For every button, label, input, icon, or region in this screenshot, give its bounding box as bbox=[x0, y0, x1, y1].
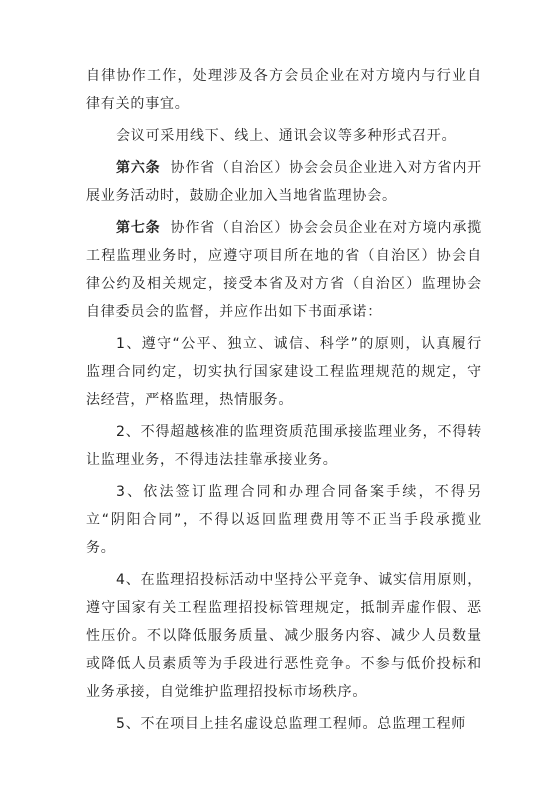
commitment-1 bbox=[86, 330, 482, 414]
document-body bbox=[86, 62, 482, 742]
commitment-4 bbox=[86, 566, 482, 706]
article-7-paragraph bbox=[86, 214, 482, 326]
paragraph-text: 自律协作工作，处理涉及各方会员企业在对方境内与行业自律有关的事宜。 bbox=[86, 68, 482, 112]
commitment-2 bbox=[86, 418, 482, 474]
paragraph-text: 协作省（自治区）协会会员企业在对方境内承揽工程监理业务时，应遵守项目所在地的省（自治区）协会自律公约及相关规定，接受本省及对方省（自治区）监理协会自律委员会的监督，并应作出如下书面承诺： bbox=[86, 220, 482, 320]
article-6-label: 第六条 bbox=[116, 160, 161, 176]
paragraph-text: 3、依法签订监理合同和办理合同备案手续，不得另立“阴阳合同”，不得以返回监理费用等不正当手段承揽业务。 bbox=[86, 484, 482, 556]
paragraph-text: 4、在监理招投标活动中坚持公平竞争、诚实信用原则，遵守国家有关工程监理招投标管理规定，抵制弄虚作假、恶性压价。不以降低服务质量、减少服务内容、减少人员数量或降低人员素质等为手段进行恶性竞争。不参与低价投标和业务承接，自觉维护监理招投标市场秩序。 bbox=[86, 572, 482, 700]
paragraph-text: 1、遵守“公平、独立、诚信、科学”的原则，认真履行监理合同约定，切实执行国家建设工程监理规范的规定，守法经营，严格监理，热情服务。 bbox=[86, 336, 482, 408]
paragraph-text: 协作省（自治区）协会会员企业进入对方省内开展业务活动时，鼓励企业加入当地省监理协会。 bbox=[86, 160, 482, 204]
article-6-paragraph bbox=[86, 154, 482, 210]
commitment-5 bbox=[86, 710, 482, 738]
paragraph-1 bbox=[86, 62, 482, 118]
paragraph-text: 5、不在项目上挂名虚设总监理工程师。总监理工程师 bbox=[116, 716, 467, 732]
article-7-label: 第七条 bbox=[116, 220, 161, 236]
paragraph-2 bbox=[86, 122, 482, 150]
paragraph-text: 2、不得超越核准的监理资质范围承接监理业务，不得转让监理业务，不得违法挂靠承接业务。 bbox=[86, 424, 482, 468]
paragraph-text: 会议可采用线下、线上、通讯会议等多种形式召开。 bbox=[116, 128, 457, 144]
commitment-3 bbox=[86, 478, 482, 562]
